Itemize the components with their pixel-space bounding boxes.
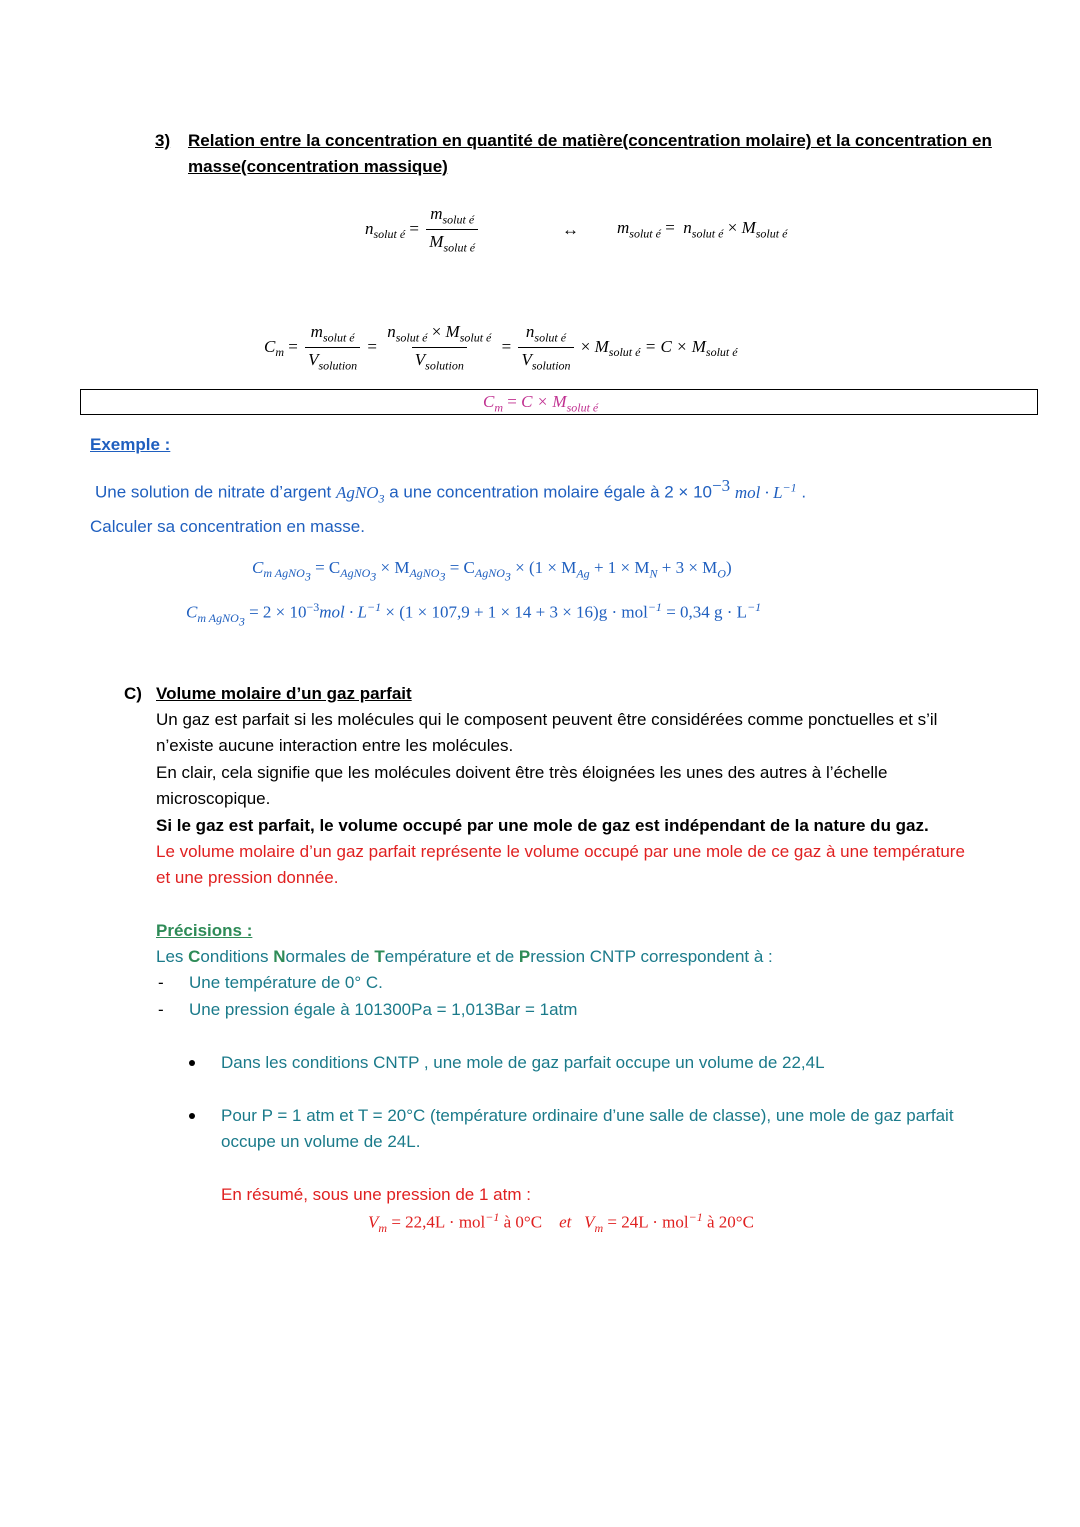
section-title-line2: masse(concentration massique)	[188, 157, 448, 176]
ideal-gas-def-line1: Un gaz est parfait si les molécules qui le composent peuvent être considérées comme ponctuelles et s’il	[156, 710, 938, 729]
molar-volume-def-line2: et une pression donnée.	[156, 868, 339, 887]
cntp-definition: Les Conditions Normales de Température et de Pression CNTP correspondent à :	[156, 947, 773, 966]
molar-volume-def-line1: Le volume molaire d’un gaz parfait représente le volume occupé par une mole de ce gaz à une température	[156, 842, 965, 861]
formula-cm-derivation: $C_m$ = $\frac{m_{solut é}}{V_{solution}}$ = $\frac{n_{solut é} \times M_{solut é}}{V_{solution}}$ = $\frac{n_{solut é}}{V_{solution}}$ × $M_{solut é} = C \times M_{solut é}$	[264, 322, 738, 373]
bullet-dot	[189, 1060, 195, 1066]
section-c-title: Volume molaire d’un gaz parfait	[156, 684, 412, 703]
example-heading: Exemple :	[90, 435, 171, 454]
ideal-gas-key-statement: Si le gaz est parfait, le volume occupé par une mole de gaz est indépendant de la nature du gaz.	[156, 816, 929, 835]
formula-n-equals-m-over-M: $n_{solut é}$ = $\frac{m_{solut é}}{M_{solut é}}$	[365, 204, 481, 256]
section-title-line1: Relation entre la concentration en quantité de matière(concentration molaire) et la concentration en	[188, 131, 992, 150]
dash-marker: -	[158, 1000, 164, 1019]
summary-molar-volumes: $V_m = 22,4L \cdot mol^{-1}$ à 0°C et $V_m = 24L \cdot mol^{-1}$ à 20°C	[368, 1210, 754, 1236]
summary-label: En résumé, sous une pression de 1 atm :	[221, 1185, 531, 1204]
calc-line-1: $C_{m AgNO_3} = C_{AgNO_3} \times M_{AgNO_3} = C_{AgNO_3} \times (1 \times M_{Ag} + 1 \times M_N + 3 \times M_O)$	[252, 558, 732, 584]
dash-marker: -	[158, 973, 164, 992]
ideal-gas-def-line2: n’existe aucune interaction entre les molécules.	[156, 736, 514, 755]
example-statement: Une solution de nitrate d’argent AgNO$_3$ a une concentration molaire égale à $2 \times 10^{-3}$ mol · $L^{-1}$ .	[95, 476, 807, 506]
section-number: 3)	[155, 131, 171, 150]
bullet-dot	[189, 1113, 195, 1119]
example-question: Calculer sa concentration en masse.	[90, 517, 365, 536]
precisions-heading: Précisions :	[156, 921, 253, 940]
calc-line-2: $C_{m AgNO_3} = 2 \times 10^{-3}mol \cdot L^{-1} \times (1 \times 107,9 + 1 \times 14 + 3 \times 16)g \cdot mol^{-1} = 0,34$ $g \cdot L^{-1}$	[186, 600, 762, 629]
formula-m-equals-n-times-M: $m_{solut é} = n_{solut é} \times M_{solut é}$	[617, 218, 788, 241]
bullet-room-temp-line1: Pour P = 1 atm et T = 20°C (température ordinaire d’une salle de classe), une mole de gaz parfait	[221, 1106, 954, 1125]
cntp-pressure: Une pression égale à 101300Pa = 1,013Bar = 1atm	[189, 1000, 578, 1019]
section-c-letter: C)	[124, 684, 142, 703]
ideal-gas-explain-line2: microscopique.	[156, 789, 271, 808]
equivalence-arrow: ↔	[562, 220, 579, 239]
cntp-temperature: Une température de 0° C.	[189, 973, 383, 992]
bullet-room-temp-line2: occupe un volume de 24L.	[221, 1132, 421, 1151]
boxed-formula: $C_m = C \times M_{solut é}$	[483, 392, 599, 415]
bullet-cntp-volume: Dans les conditions CNTP , une mole de gaz parfait occupe un volume de 22,4L	[221, 1053, 825, 1072]
ideal-gas-explain-line1: En clair, cela signifie que les molécules doivent être très éloignées les unes des autres à l’échelle	[156, 763, 888, 782]
